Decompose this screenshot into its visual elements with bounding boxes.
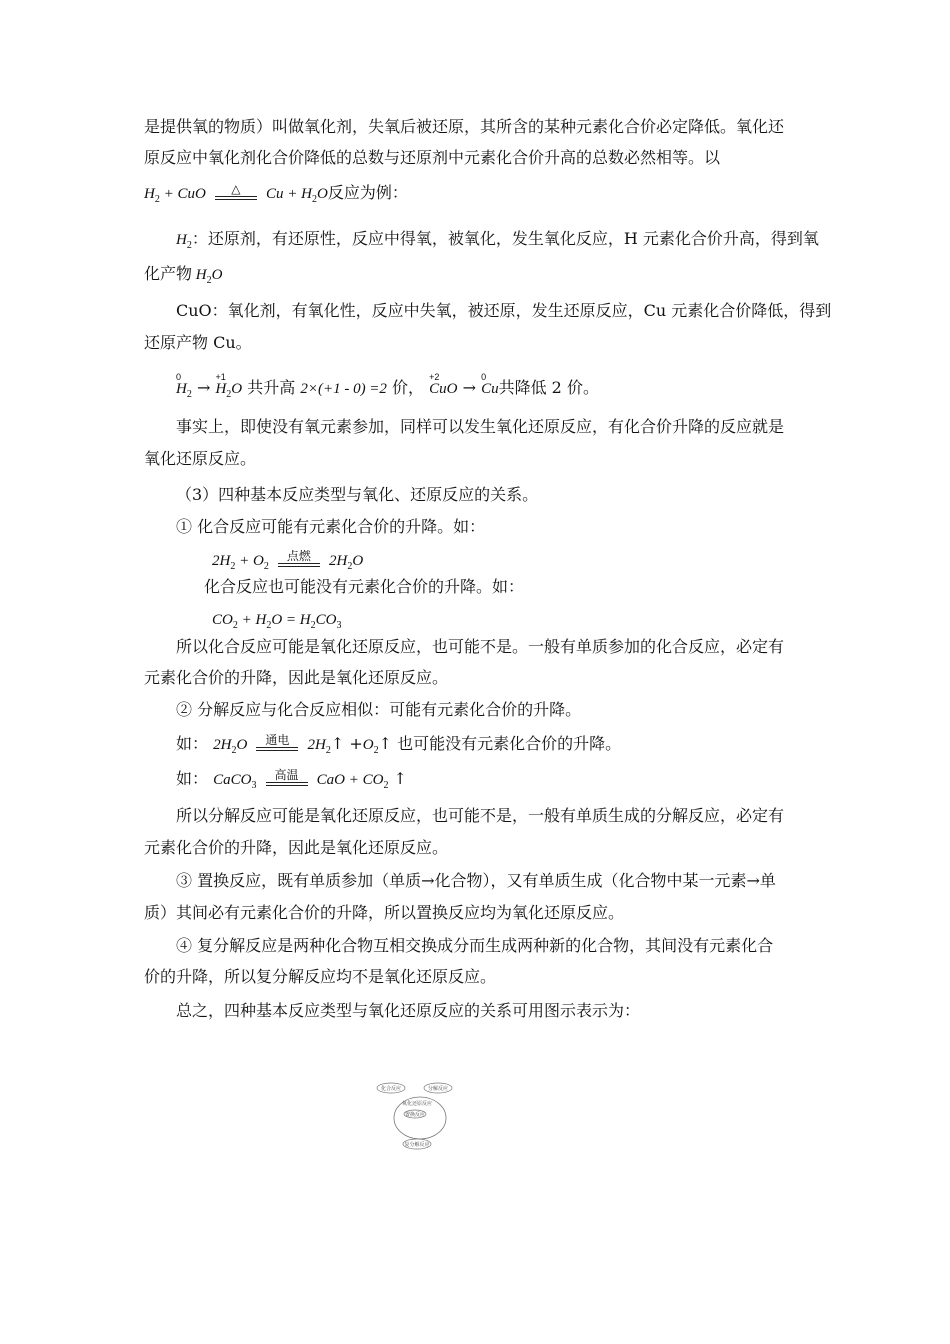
text-fragment: 化产物 [144, 264, 193, 283]
reaction-relationship-diagram [375, 1078, 465, 1158]
reaction-caco3: 如： CaCO$_3$ 高温 CaO + $CO_2$ ↑ [176, 767, 407, 791]
text-line: 元素化合价的升降，因此是氧化还原反应。 [144, 668, 449, 687]
text-line: 总之，四种基本反应类型与氧化还原反应的关系可用图示表示为： [176, 1001, 641, 1020]
reaction-h2-cuo: $H_2$ + CuO △ $Cu + H_2O$反应为例： [144, 181, 408, 205]
text-line: 所以化合反应可能是氧化还原反应，也可能不是。一般有单质参加的化合反应，必定有 [176, 637, 785, 656]
reaction-water-electrolysis: 如： $2H_2O$ 通电 $2H_2↑$ $+O_2↑$ 也可能没有元素化合价的升降。 [176, 732, 622, 756]
text-line: $H_2$：还原剂，有还原性，反应中得氧，被氧化，发生氧化反应，H 元素化合价升高，得到氧 [176, 229, 819, 251]
text-line: 元素化合价的升降，因此是氧化还原反应。 [144, 838, 449, 857]
text-line: ④ 复分解反应是两种化合物互相交换成分而生成两种新的化合物，其间没有元素化合 [176, 936, 774, 955]
condition-heat: △ [213, 184, 259, 204]
text-line: 事实上，即使没有氧元素参加，同样可以发生氧化还原反应，有化合价升降的反应就是 [176, 417, 785, 436]
valence-change-line: $H_2$ 0 → $H_2O$ +1 共升高 2×(+1 - 0) =2 价， CuO +2 → Cu 0 共降低 2 价。 [176, 372, 599, 400]
condition-electric: 通电 [254, 735, 300, 755]
text-line: 还原产物 Cu。 [144, 333, 252, 352]
text-line: 氧化还原反应。 [144, 449, 257, 468]
text-fragment: 价， [392, 378, 425, 397]
text-fragment: 如： [176, 769, 209, 788]
condition-high-temp: 高温 [264, 770, 310, 790]
text-fragment: 如： [176, 734, 209, 753]
text-line: 化产物 $H_2O$ [144, 264, 223, 286]
reaction-h2-o2: $2H_2 + O_2$ 点燃 $2H_2O$ [212, 548, 364, 572]
label-decomposition: 分解反应 [427, 1086, 449, 1092]
label-double-decomposition: 复分解反应 [404, 1142, 430, 1148]
label-combination: 化合反应 [380, 1086, 402, 1092]
text-line: CuO：氧化剂，有氧化性，反应中失氧，被还原，发生还原反应，Cu 元素化合价降低，得到 [176, 301, 832, 320]
text-line: ③ 置换反应，既有单质参加（单质→化合物），又有单质生成（化合物中某一元素→单 [176, 871, 776, 890]
condition-ignite: 点燃 [276, 551, 322, 571]
text-fragment: 也可能没有元素化合价的升降。 [397, 734, 622, 753]
text-fragment: 反应为例： [327, 183, 408, 202]
text-line: 化合反应也可能没有元素化合价的升降。如： [204, 577, 525, 596]
text-fragment: ：还原剂，有还原性，反应中得氧，被氧化，发生氧化反应，H 元素化合价升高，得到氧 [191, 229, 819, 248]
text-line: 所以分解反应可能是氧化还原反应，也可能不是，一般有单质生成的分解反应，必定有 [176, 806, 785, 825]
reaction-co2-h2o: $CO_2 + H_2O = H_2CO_3$ [212, 612, 342, 631]
text-fragment: 共降低 2 价。 [498, 378, 599, 397]
text-line: 价的升降，所以复分解反应均不是氧化还原反应。 [144, 967, 497, 986]
text-line: 质）其间必有元素化合价的升降，所以置换反应均为氧化还原反应。 [144, 903, 625, 922]
label-displacement: 置换反应 [404, 1112, 426, 1118]
text-line: 是提供氧的物质）叫做氧化剂，失氧后被还原，其所含的某种元素化合价必定降低。氧化还 [144, 117, 785, 136]
text-line: ① 化合反应可能有元素化合价的升降。如： [176, 517, 486, 536]
section-heading: （3）四种基本反应类型与氧化、还原反应的关系。 [176, 485, 539, 504]
label-redox: 氧化还原反应 [401, 1101, 433, 1107]
text-line: ② 分解反应与化合反应相似：可能有元素化合价的升降。 [176, 700, 582, 719]
text-line: 原反应中氧化剂化合价降低的总数与还原剂中元素化合价升高的总数必然相等。以 [144, 148, 721, 167]
calc-fragment: 2×(+1 - 0) =2 [300, 381, 387, 397]
text-fragment: 共升高 [247, 378, 296, 397]
